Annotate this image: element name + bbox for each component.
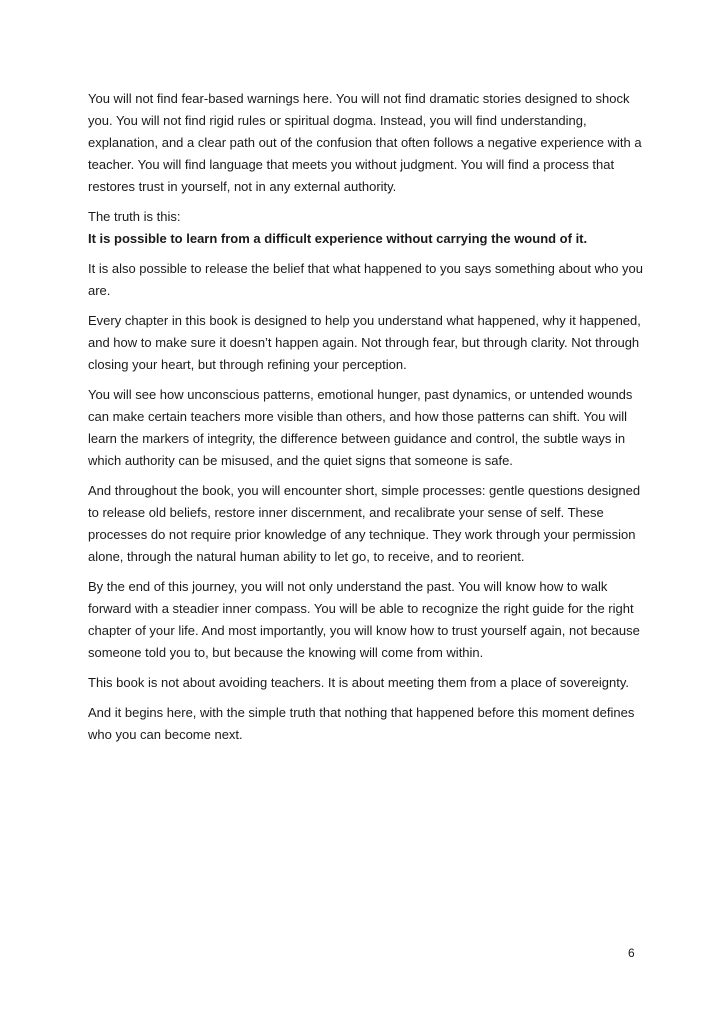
paragraph-begins-here: And it begins here, with the simple truth that nothing that happened before this moment defines who you can become next.	[88, 705, 635, 742]
paragraph-release-belief: It is also possible to release the belief that what happened to you says something about who you are.	[88, 261, 644, 298]
paragraph-sovereignty: This book is not about avoiding teachers. It is about meeting them from a place of sovereignty.	[88, 675, 629, 690]
paragraph-intro: You will not find fear-based warnings here. You will not find dramatic stories designed to shock you. You will not find rigid rules or spiritual dogma. Instead, you will find understanding, explanation, and a clear path out of the confusion that often follows a negative experience with a teacher. You will find language that meets you without judgment. You will find a process that restores trust in yourself, not in any external authority.	[88, 91, 642, 194]
paragraph-truth-lead: The truth is this:	[88, 209, 181, 224]
paragraph-every-chapter: Every chapter in this book is designed to help you understand what happened, why it happened, and how to make sure it doesn’t happen again. Not through fear, but through clarity. Not through closing your heart, but through refining your perception.	[88, 313, 641, 372]
document-body	[88, 88, 648, 754]
paragraph-processes: And throughout the book, you will encounter short, simple processes: gentle questions designed to release old beliefs, restore inner discernment, and recalibrate your sense of self. These processes do not require prior knowledge of any technique. They work through your permission alone, through the natural human ability to let go, to receive, and to reorient.	[88, 483, 641, 564]
page-number: 6	[628, 946, 635, 960]
paragraph-truth-statement: It is possible to learn from a difficult experience without carrying the wound of it.	[88, 231, 588, 246]
paragraph-journey-end: By the end of this journey, you will not only understand the past. You will know how to walk forward with a steadier inner compass. You will be able to recognize the right guide for the right chapter of your life. And most importantly, you will know how to trust yourself again, not because someone told you to, but because the knowing will come from within.	[88, 579, 640, 660]
paragraph-patterns: You will see how unconscious patterns, emotional hunger, past dynamics, or untended wounds can make certain teachers more visible than others, and how those patterns can shift. You will learn the markers of integrity, the difference between guidance and control, the subtle ways in which authority can be misused, and the quiet signs that someone is safe.	[88, 387, 633, 468]
